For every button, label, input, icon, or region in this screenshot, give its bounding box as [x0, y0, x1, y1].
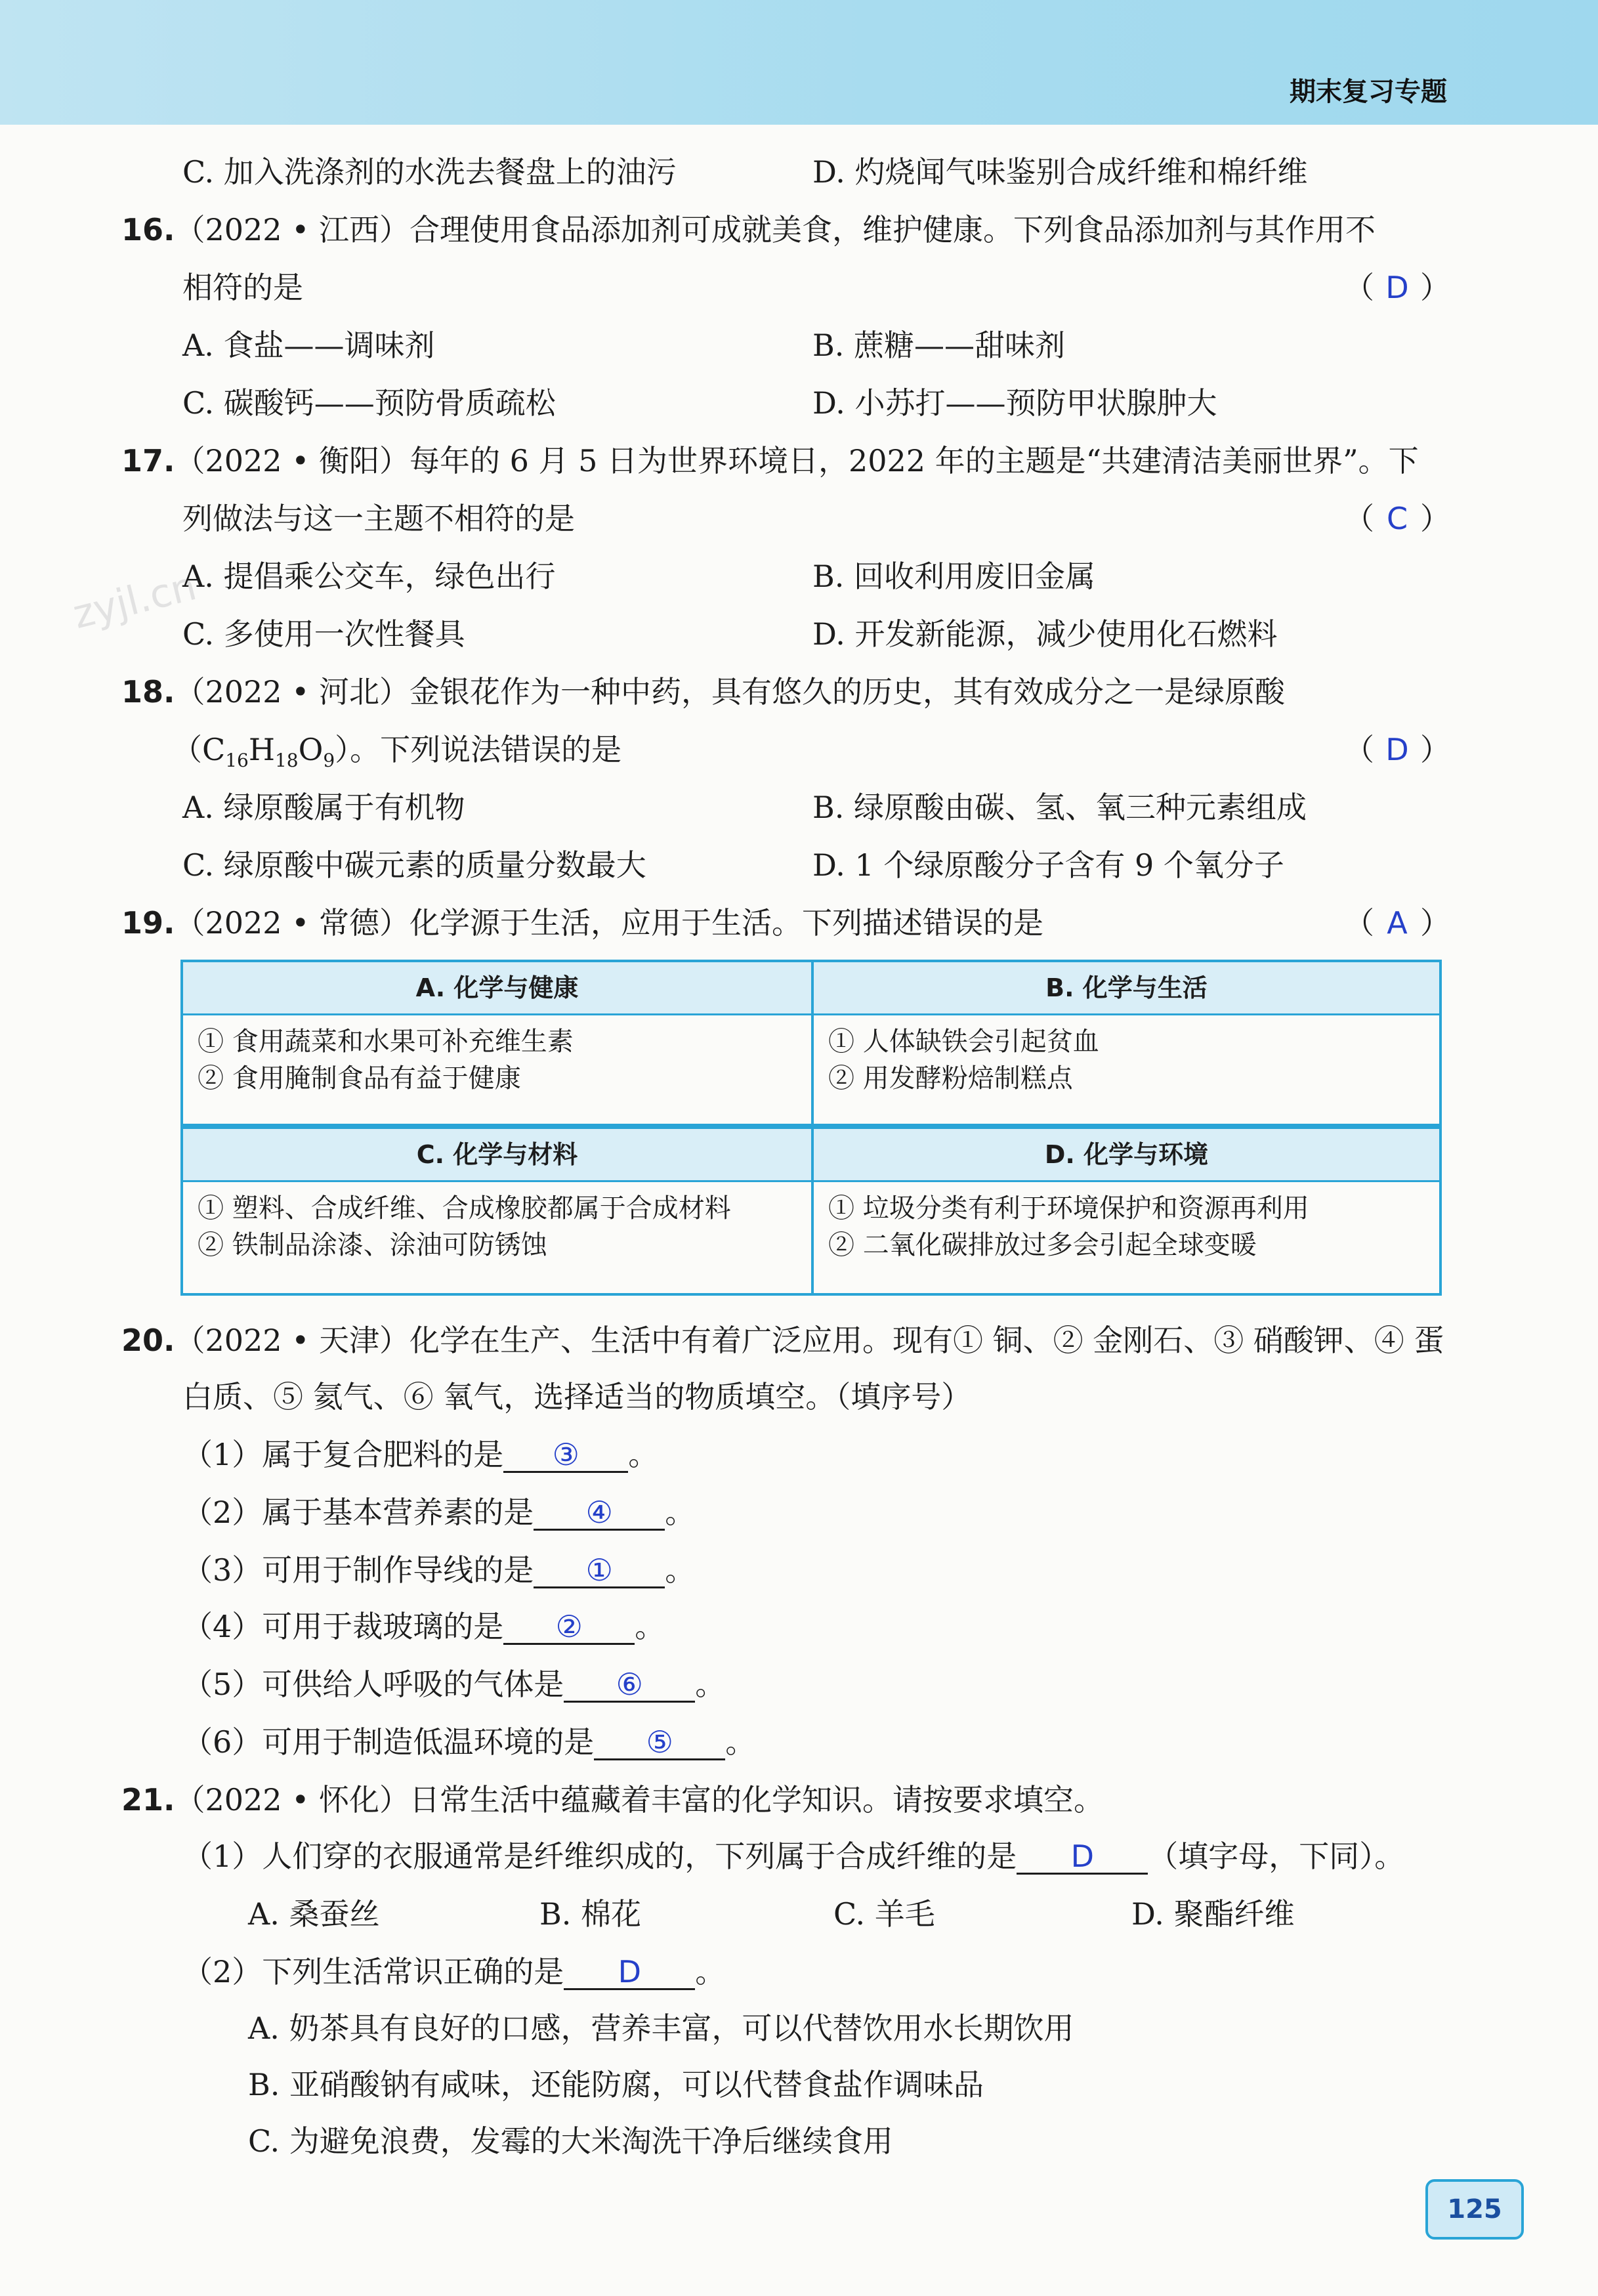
table-head-c: C. 化学与材料 — [183, 1129, 811, 1180]
watermark: zyjl.cn — [68, 563, 201, 638]
table-d-item2: ② 二氧化碳排放过多会引起全球变暖 — [828, 1230, 1257, 1260]
q17-option-c: C. 多使用一次性餐具 — [182, 616, 465, 652]
q21-sub2-option-b: B. 亚硝酸钠有咸味，还能防腐，可以代替食盐作调味品 — [248, 2067, 984, 2102]
q16-option-b: B. 蔗糖——甜味剂 — [812, 328, 1066, 363]
q17-stem — [121, 441, 1419, 480]
q15-option-d: D. 灼烧闻气味鉴别合成纤维和棉纤维 — [812, 154, 1308, 190]
q18-option-b: B. 绿原酸由碳、氢、氧三种元素组成 — [812, 790, 1307, 825]
q18-option-a: A. 绿原酸属于有机物 — [182, 790, 465, 825]
q20-sub5-answer: ⑥ — [564, 1668, 695, 1703]
q17-line2: 列做法与这一主题不相符的是 — [182, 501, 575, 536]
q20-sub2-answer: ④ — [534, 1496, 665, 1531]
q16-line1: （2022 • 江西）合理使用食品添加剂可成就美食，维护健康。下列食品添加剂与其作用不 — [175, 212, 1376, 247]
q19-table — [180, 960, 1442, 1296]
q17-number: 17. — [121, 443, 175, 478]
q21-sub1-option-b: B. 棉花 — [539, 1896, 642, 1932]
q20-sub6-answer: ⑤ — [594, 1726, 725, 1760]
table-rule — [183, 1124, 1439, 1129]
q21-sub1-option-a: A. 桑蚕丝 — [248, 1896, 380, 1932]
q19-line1: （2022 • 常德）化学源于生活，应用于生活。下列描述错误的是 — [175, 905, 1043, 941]
table-rule — [183, 1013, 1439, 1015]
q19-stem — [121, 903, 1043, 943]
table-head-a: A. 化学与健康 — [183, 962, 811, 1013]
q15-option-c: C. 加入洗涤剂的水洗去餐盘上的油污 — [182, 154, 677, 190]
table-rule — [183, 1180, 1439, 1182]
q18-number: 18. — [121, 674, 175, 710]
table-b-item1: ① 人体缺铁会引起贫血 — [828, 1027, 1099, 1057]
q21-sub1-answer: D — [1017, 1840, 1148, 1875]
table-head-b: B. 化学与生活 — [814, 962, 1439, 1013]
q20-sub4: （4）可用于裁玻璃的是 ② 。 — [182, 1609, 665, 1644]
q21-sub2-option-a: A. 奶茶具有良好的口感，营养丰富，可以代替饮用水长期饮用 — [248, 2010, 1074, 2046]
q18-line1: （2022 • 河北）金银花作为一种中药，具有悠久的历史，其有效成分之一是绿原酸 — [175, 674, 1285, 710]
page-number-badge: 125 — [1425, 2179, 1524, 2240]
q20-line2: 白质、⑤ 氦气、⑥ 氧气，选择适当的物质填空。（填序号） — [182, 1379, 972, 1414]
q21-sub1: （1）人们穿的衣服通常是纤维织成的，下列属于合成纤维的是 D （填字母，下同）。 — [182, 1839, 1405, 1874]
table-a-item1: ① 食用蔬菜和水果可补充维生素 — [198, 1027, 574, 1057]
q21-sub2: （2）下列生活常识正确的是 D 。 — [182, 1954, 726, 1989]
q21-line1: （2022 • 怀化）日常生活中蕴藏着丰富的化学知识。请按要求填空。 — [175, 1782, 1104, 1818]
q17-answer: C — [1386, 501, 1408, 536]
q20-sub6: （6）可用于制造低温环境的是 ⑤ 。 — [182, 1724, 756, 1760]
q21-stem — [121, 1780, 1104, 1819]
q20-sub4-answer: ② — [503, 1610, 635, 1645]
q18-answer: D — [1385, 732, 1409, 767]
q20-sub3: （3）可用于制作导线的是 ① 。 — [182, 1552, 696, 1588]
q20-sub5: （5）可供给人呼吸的气体是 ⑥ 。 — [182, 1667, 726, 1702]
q20-sub1-answer: ③ — [503, 1438, 628, 1473]
q19-answer: A — [1387, 905, 1408, 941]
q20-sub3-answer: ① — [534, 1554, 665, 1588]
q16-number: 16. — [121, 212, 175, 247]
q16-option-a: A. 食盐——调味剂 — [182, 328, 435, 363]
q18-option-c: C. 绿原酸中碳元素的质量分数最大 — [182, 847, 646, 883]
q21-number: 21. — [121, 1782, 175, 1818]
q19-answer-bracket: （ A ） — [1344, 903, 1450, 943]
q16-option-c: C. 碳酸钙——预防骨质疏松 — [182, 385, 556, 421]
table-c-item2: ② 铁制品涂漆、涂油可防锈蚀 — [198, 1230, 547, 1260]
section-title: 期末复习专题 — [1290, 77, 1447, 107]
q16-option-d: D. 小苏打——预防甲状腺肿大 — [812, 385, 1217, 421]
q19-number: 19. — [121, 905, 175, 941]
q18-stem — [121, 672, 1285, 712]
q21-sub1-option-d: D. 聚酯纤维 — [1131, 1896, 1295, 1932]
table-a-item2: ② 食用腌制食品有益于健康 — [198, 1063, 521, 1094]
q18-answer-bracket: （ D ） — [1344, 730, 1450, 769]
table-c-item1: ① 塑料、合成纤维、合成橡胶都属于合成材料 — [198, 1193, 731, 1223]
q20-sub1: （1）属于复合肥料的是 ③ 。 — [182, 1437, 659, 1472]
table-d-item1: ① 垃圾分类有利于环境保护和资源再利用 — [828, 1193, 1309, 1223]
q18-line2: $(C_{16}H_{18}O_9)$。下列说法错误的是 — [172, 732, 622, 772]
q21-sub2-answer: D — [564, 1955, 695, 1990]
q16-line2: 相符的是 — [182, 270, 303, 305]
q17-option-d: D. 开发新能源，减少使用化石燃料 — [812, 616, 1278, 652]
q16-stem — [121, 210, 1376, 249]
q21-sub2-option-c: C. 为避免浪费，发霉的大米淘洗干净后继续食用 — [248, 2123, 893, 2159]
q21-sub1-option-c: C. 羊毛 — [833, 1896, 935, 1932]
q18-option-d: D. 1 个绿原酸分子含有 9 个氧分子 — [812, 847, 1284, 883]
q17-answer-bracket: （ C ） — [1344, 499, 1450, 538]
q17-option-a: A. 提倡乘公交车，绿色出行 — [182, 559, 556, 594]
q20-number: 20. — [121, 1323, 175, 1358]
q20-line1: （2022 • 天津）化学在生产、生活中有着广泛应用。现有① 铜、② 金刚石、③ 硝酸钾、④ 蛋 — [175, 1323, 1444, 1358]
q16-answer-bracket: （ D ） — [1344, 268, 1450, 307]
q17-option-b: B. 回收利用废旧金属 — [812, 559, 1096, 594]
q17-line1: （2022 • 衡阳）每年的 6 月 5 日为世界环境日，2022 年的主题是“共建清洁美丽世界”。下 — [175, 443, 1419, 478]
table-b-item2: ② 用发酵粉焙制糕点 — [828, 1063, 1073, 1094]
q20-stem — [121, 1321, 1444, 1360]
q16-answer: D — [1385, 270, 1409, 305]
q20-sub2: （2）属于基本营养素的是 ④ 。 — [182, 1495, 696, 1530]
table-head-d: D. 化学与环境 — [814, 1129, 1439, 1180]
